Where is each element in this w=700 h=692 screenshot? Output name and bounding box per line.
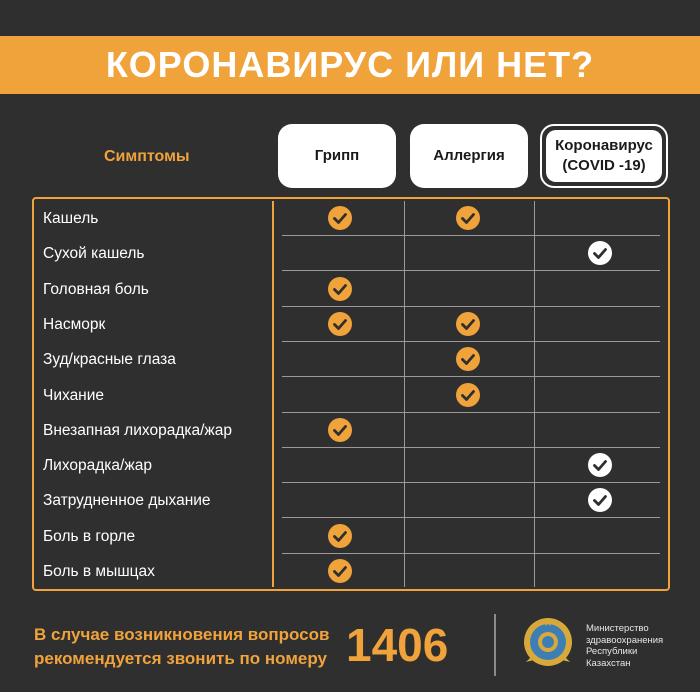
symptom-label: Насморк <box>43 315 106 333</box>
ministry-label <box>586 623 663 669</box>
check-circle-icon <box>588 488 612 512</box>
table-row <box>34 554 668 589</box>
table-row <box>34 448 668 483</box>
check-circle-icon <box>328 418 352 442</box>
footer-text-line1: В случае возникновения вопросов <box>34 625 330 644</box>
check-circle-icon <box>456 206 480 230</box>
column-header-flu-label: Грипп <box>314 147 360 164</box>
check-circle-icon <box>588 241 612 265</box>
symptom-table <box>32 197 670 591</box>
table-row <box>34 413 668 448</box>
check-circle-icon <box>456 383 480 407</box>
column-header-allergy-label: Аллергия <box>433 147 505 164</box>
column-header-covid-label: Коронавирус (COVID -19) <box>555 137 653 174</box>
hotline-number: 1406 <box>346 619 449 671</box>
title-banner <box>0 36 700 94</box>
table-row <box>34 342 668 377</box>
check-circle-icon <box>328 559 352 583</box>
table-row <box>34 272 668 307</box>
check-circle-icon <box>328 524 352 548</box>
ministry-line: здравоохранения <box>586 634 664 646</box>
table-row <box>34 378 668 413</box>
check-circle-icon <box>456 347 480 371</box>
footer-divider <box>494 614 496 676</box>
symptom-label: Кашель <box>43 210 99 227</box>
table-row <box>34 236 668 271</box>
ministry-line: Министерство <box>586 623 649 634</box>
ministry-line: Казахстан <box>586 657 631 669</box>
column-header-allergy <box>410 124 528 188</box>
footer-text <box>34 623 344 671</box>
column-header-flu <box>278 124 396 188</box>
symptom-label: Лихорадка/жар <box>43 457 152 475</box>
footer-text-line2: рекомендуется звонить по номеру <box>34 649 327 668</box>
check-circle-icon <box>588 453 612 477</box>
check-circle-icon <box>456 312 480 336</box>
symptom-label: Сухой кашель <box>43 245 145 263</box>
check-circle-icon <box>328 312 352 336</box>
symptom-label: Боль в горле <box>43 527 136 545</box>
ministry-line: Республики <box>586 646 638 657</box>
table-row <box>34 307 668 342</box>
kazakhstan-emblem-icon <box>522 616 574 668</box>
symptom-label: Головная боль <box>43 280 149 298</box>
check-circle-icon <box>328 206 352 230</box>
symptom-label: Чихание <box>43 386 105 404</box>
symptom-label: Боль в мышцах <box>43 563 155 580</box>
symptom-label: Затрудненное дыхание <box>43 492 211 510</box>
page-title: КОРОНАВИРУС ИЛИ НЕТ? <box>105 44 595 85</box>
symptom-label: Внезапная лихорадка/жар <box>43 421 233 439</box>
table-row <box>34 519 668 554</box>
column-header-covid <box>540 124 668 188</box>
table-row <box>34 483 668 518</box>
check-circle-icon <box>328 277 352 301</box>
symptom-label: Зуд/красные глаза <box>43 351 176 369</box>
table-row <box>34 201 668 236</box>
symptoms-header: Симптомы <box>104 148 190 165</box>
